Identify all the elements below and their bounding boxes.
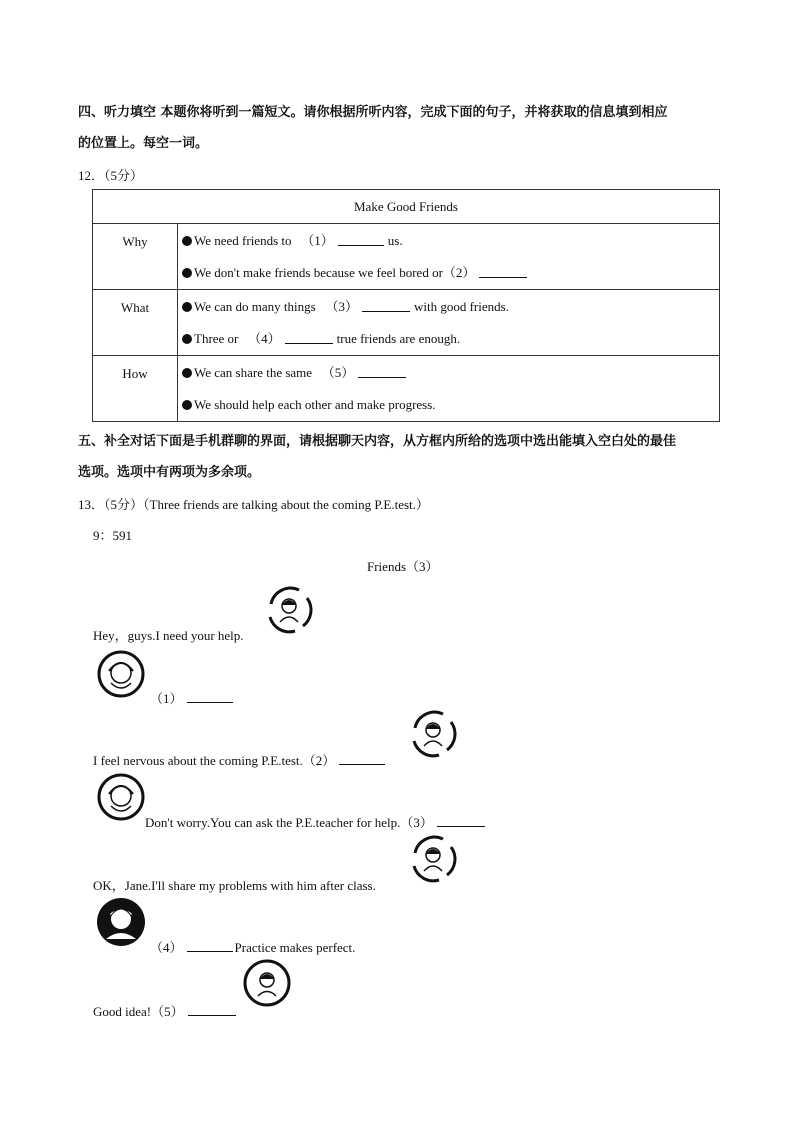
chat-blank-4[interactable]: [187, 941, 233, 952]
chat-message: Good idea!（5）: [93, 1001, 236, 1020]
bullet-icon: [182, 334, 192, 344]
blank-5[interactable]: [358, 367, 406, 378]
chat-message: （1）: [150, 688, 233, 707]
chat-message: Don't worry.You can ask the P.E.teacher for help.（3）: [145, 812, 485, 831]
chat-message: OK，Jane.I'll share my problems with him after class.: [93, 878, 376, 893]
boy-avatar-icon: [407, 708, 459, 760]
boy-avatar-dark-icon: [96, 897, 146, 947]
section4-heading-line2: 的位置上。每空一词。: [78, 136, 209, 151]
table-line: Three or （4） true friends are enough.: [182, 323, 719, 355]
table-line: We can share the same （5）: [182, 357, 719, 389]
chat-time: 9：591: [93, 528, 133, 543]
chat-group-title: Friends（3）: [367, 559, 439, 574]
girl-avatar-icon: [97, 772, 145, 822]
chat-blank-5[interactable]: [188, 1005, 236, 1016]
chat-blank-1[interactable]: [187, 692, 233, 703]
category-how: How: [93, 356, 178, 422]
girl-avatar-icon: [97, 649, 145, 699]
blank-2[interactable]: [479, 267, 527, 278]
boy-avatar-icon: [407, 833, 459, 885]
table-line: We should help each other and make progress.: [182, 389, 719, 421]
bullet-icon: [182, 400, 192, 410]
chat-message: Hey，guys.I need your help.: [93, 628, 244, 643]
section5-heading-line2: 选项。选项中有两项为多余项。: [78, 465, 261, 480]
blank-1[interactable]: [338, 235, 384, 246]
section4-heading-line1: 四、听力填空 本题你将听到一篇短文。请你根据所听内容，完成下面的句子，并将获取的信息填到相应: [78, 105, 668, 120]
section5-heading-line1: 五、补全对话下面是手机群聊的界面，请根据聊天内容，从方框内所给的选项中选出能填入空白处的最佳: [78, 434, 677, 449]
boy-avatar-icon: [243, 958, 291, 1008]
category-what: What: [93, 290, 178, 356]
question-13-label: 13．（5分）（Three friends are talking about the coming P.E.test.）: [78, 497, 429, 512]
table-title: Make Good Friends: [93, 190, 720, 224]
bullet-icon: [182, 302, 192, 312]
blank-4[interactable]: [285, 333, 333, 344]
category-why: Why: [93, 224, 178, 290]
bullet-icon: [182, 368, 192, 378]
bullet-icon: [182, 236, 192, 246]
chat-blank-3[interactable]: [437, 816, 485, 827]
chat-message: （4） Practice makes perfect.: [150, 940, 356, 955]
table-line: We can do many things （3） with good friends.: [182, 291, 719, 323]
boy-avatar-icon: [263, 584, 315, 636]
chat-blank-2[interactable]: [339, 754, 385, 765]
table-line: We don't make friends because we feel bored or（2）: [182, 257, 719, 289]
chat-message: I feel nervous about the coming P.E.test.（2）: [93, 750, 385, 769]
make-good-friends-table: [92, 189, 720, 422]
blank-3[interactable]: [362, 301, 410, 312]
table-line: We need friends to （1） us.: [182, 225, 719, 257]
bullet-icon: [182, 268, 192, 278]
question-12-label: 12．（5分）: [78, 168, 144, 183]
